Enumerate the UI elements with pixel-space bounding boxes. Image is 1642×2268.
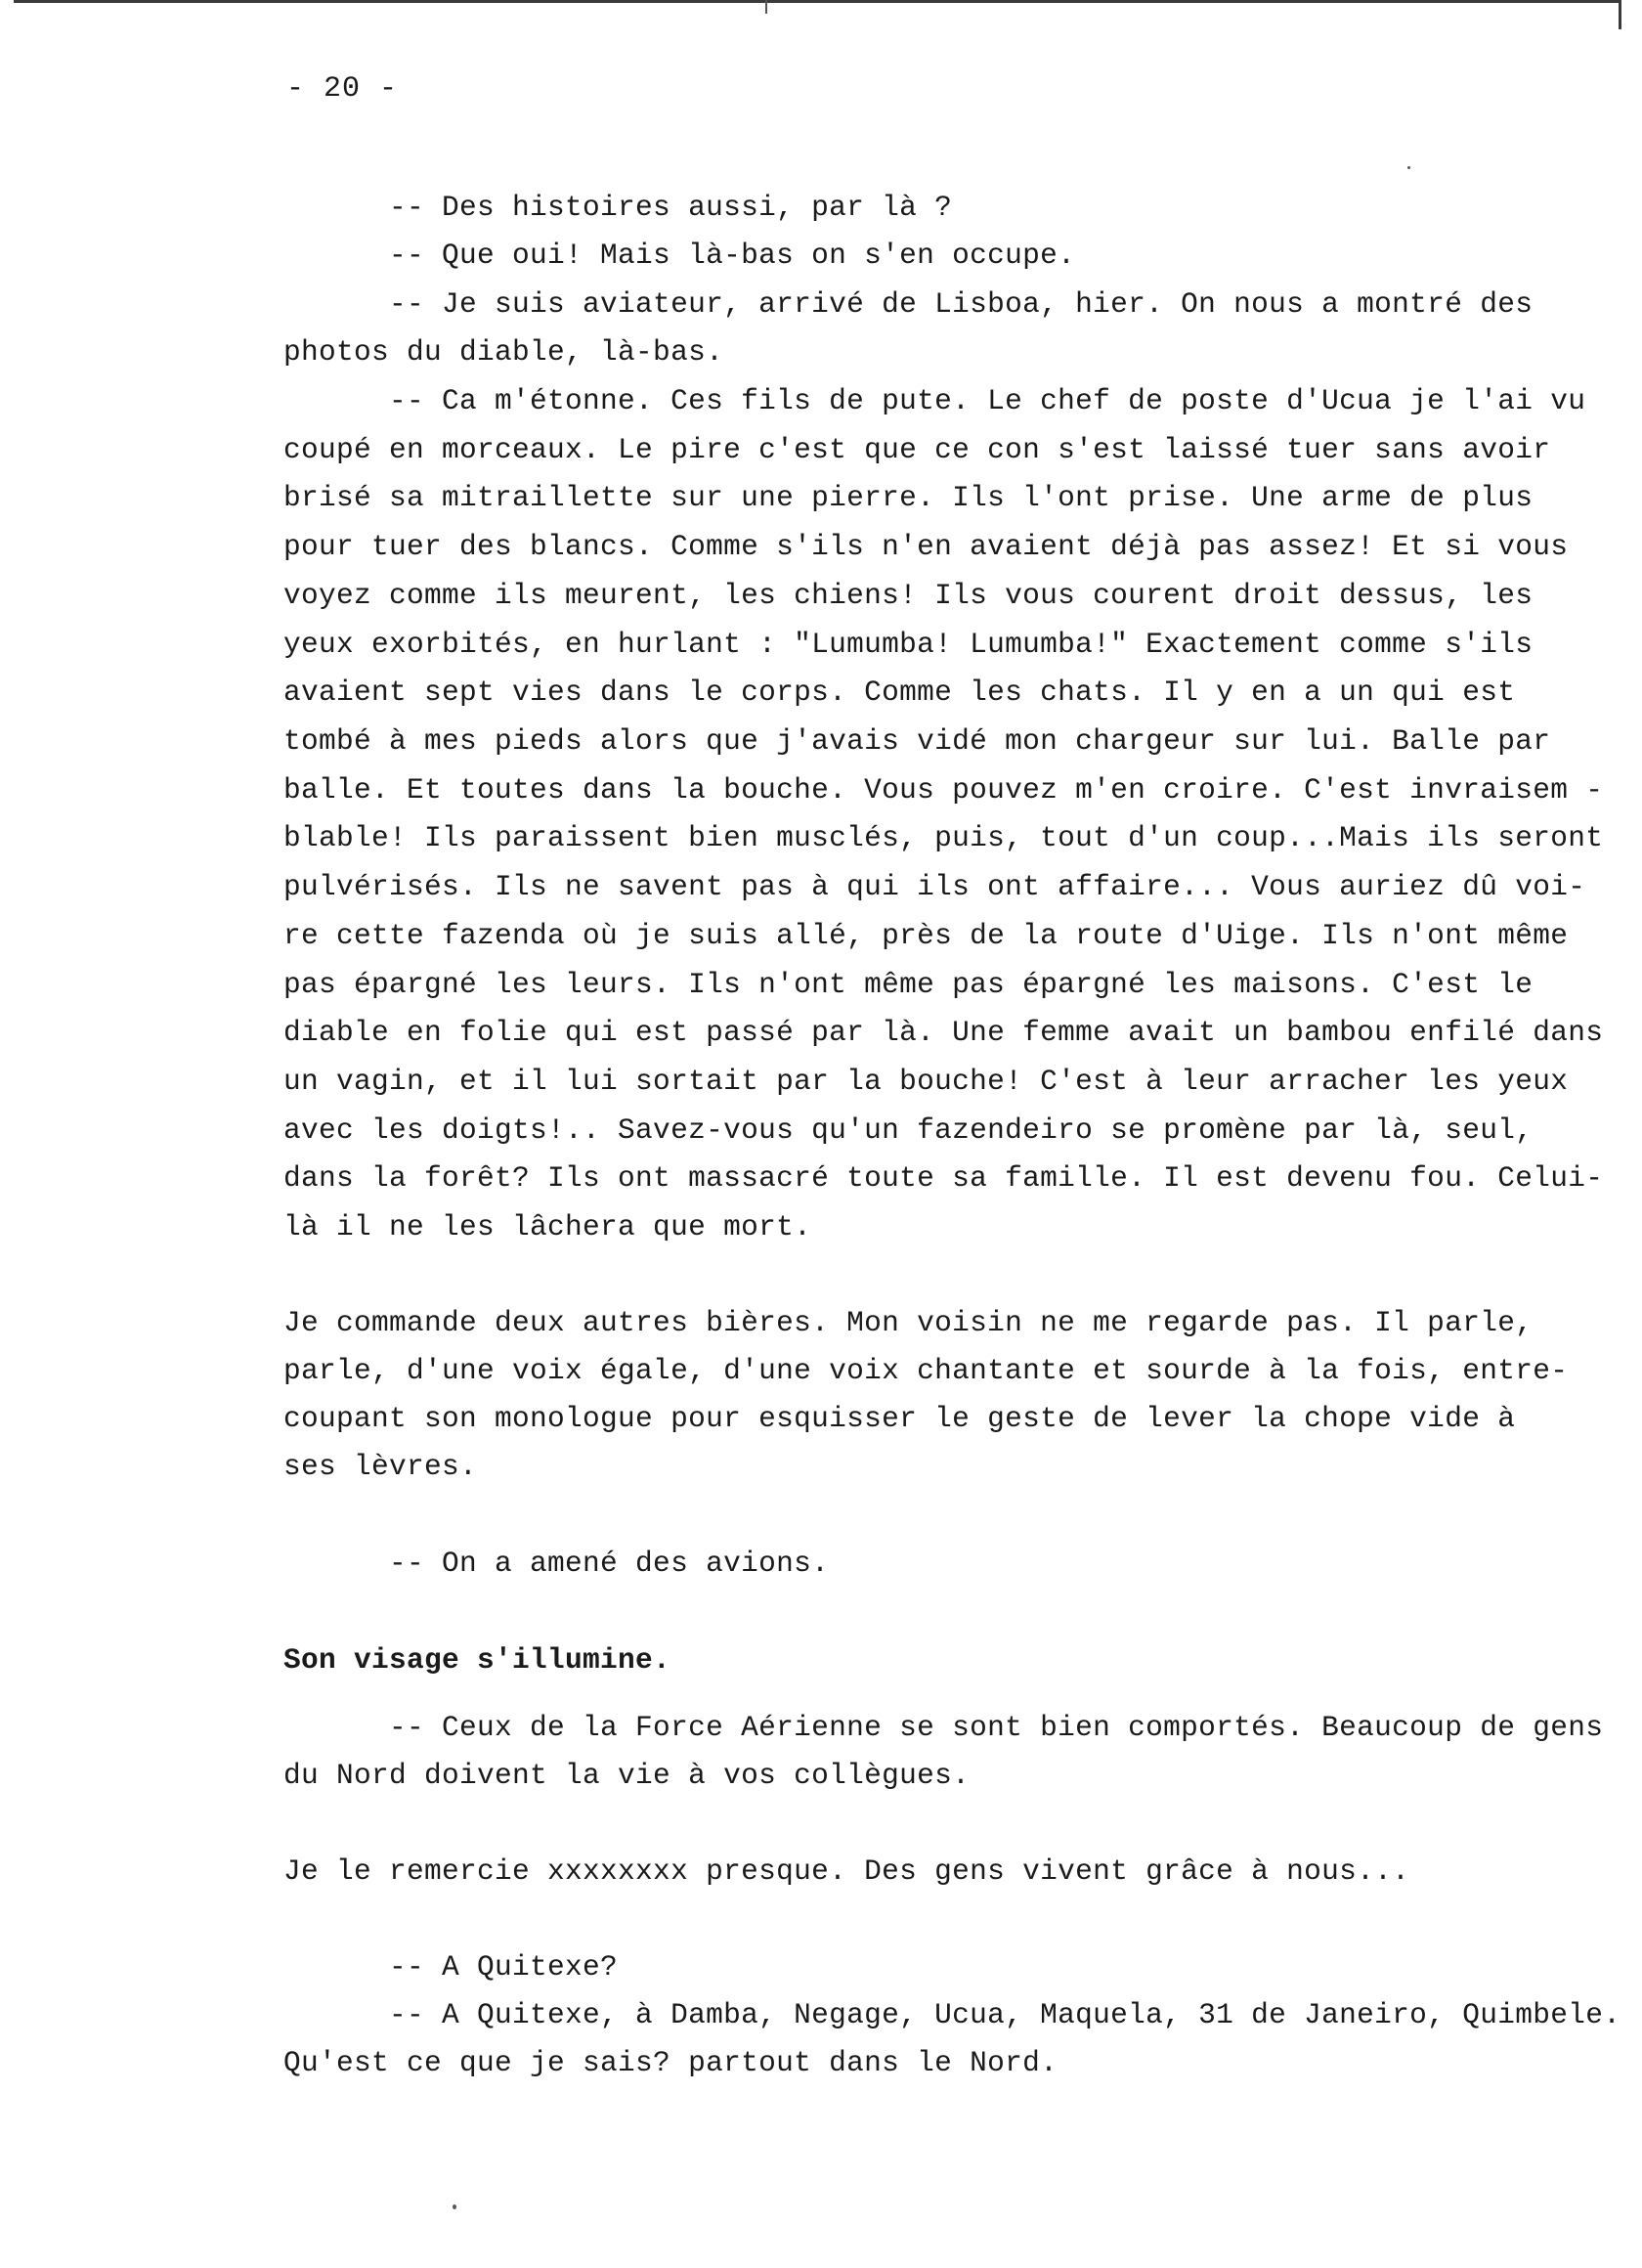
text-line: blable! Ils paraissent bien musclés, puis, tout d'un coup...Mais ils seront bbox=[283, 821, 1604, 854]
text-line: un vagin, et il lui sortait par la bouche! C'est à leur arracher les yeux bbox=[283, 1065, 1569, 1098]
text-line: avaient sept vies dans le corps. Comme les chats. Il y en a un qui est bbox=[283, 676, 1516, 709]
text-line: -- Que oui! Mais là-bas on s'en occupe. bbox=[283, 239, 1076, 272]
page-tick-mark bbox=[765, 0, 767, 14]
text-line: -- Je suis aviateur, arrivé de Lisboa, hier. On nous a montré des bbox=[283, 287, 1534, 321]
text-line: là il ne les lâchera que mort. bbox=[283, 1210, 812, 1243]
ink-speck bbox=[453, 2204, 456, 2209]
text-line: -- A Quitexe? bbox=[283, 1950, 619, 1984]
text-line: coupant son monologue pour esquisser le geste de lever la chope vide à bbox=[283, 1402, 1516, 1435]
text-line: -- Ca m'étonne. Ces fils de pute. Le chef de poste d'Ucua je l'ai vu bbox=[283, 384, 1586, 417]
text-line: voyez comme ils meurent, les chiens! Ils vous courent droit dessus, les bbox=[283, 579, 1534, 612]
text-line: Son visage s'illumine. bbox=[283, 1643, 671, 1677]
text-line: coupé en morceaux. Le pire c'est que ce con s'est laissé tuer sans avoir bbox=[283, 433, 1551, 466]
text-line: Qu'est ce que je sais? partout dans le Nord. bbox=[283, 2046, 1059, 2079]
ink-speck bbox=[1407, 166, 1410, 169]
page-top-edge bbox=[14, 0, 1621, 7]
text-line: Je commande deux autres bières. Mon voisin ne me regarde pas. Il parle, bbox=[283, 1306, 1534, 1339]
text-line: re cette fazenda où je suis allé, près de la route d'Uige. Ils n'ont même bbox=[283, 919, 1569, 952]
text-line: dans la forêt? Ils ont massacré toute sa famille. Il est devenu fou. Celui- bbox=[283, 1161, 1604, 1195]
text-line: -- Ceux de la Force Aérienne se sont bien comportés. Beaucoup de gens bbox=[283, 1711, 1604, 1744]
text-line: -- On a amené des avions. bbox=[283, 1547, 830, 1580]
text-line: ses lèvres. bbox=[283, 1450, 478, 1483]
text-line: yeux exorbités, en hurlant : "Lumumba! Lumumba!" Exactement comme s'ils bbox=[283, 628, 1534, 661]
text-line: parle, d'une voix égale, d'une voix chantante et sourde à la fois, entre- bbox=[283, 1354, 1569, 1387]
text-line: -- Des histoires aussi, par là ? bbox=[283, 191, 953, 224]
text-line: brisé sa mitraillette sur une pierre. Ils l'ont prise. Une arme de plus bbox=[283, 481, 1534, 514]
page-right-edge bbox=[1619, 0, 1621, 29]
text-line: photos du diable, là-bas. bbox=[283, 335, 724, 369]
text-line: pulvérisés. Ils ne savent pas à qui ils ont affaire... Vous auriez dû voi- bbox=[283, 870, 1586, 903]
text-line: tombé à mes pieds alors que j'avais vidé mon chargeur sur lui. Balle par bbox=[283, 724, 1551, 758]
page-number: - 20 - bbox=[286, 72, 399, 106]
text-line: diable en folie qui est passé par là. Une femme avait un bambou enfilé dans bbox=[283, 1016, 1604, 1049]
text-line: du Nord doivent la vie à vos collègues. bbox=[283, 1759, 971, 1792]
text-line: Je le remercie xxxxxxxx presque. Des gens vivent grâce à nous... bbox=[283, 1854, 1410, 1888]
text-line: pour tuer des blancs. Comme s'ils n'en avaient déjà pas assez! Et si vous bbox=[283, 530, 1569, 563]
text-line: avec les doigts!.. Savez-vous qu'un fazendeiro se promène par là, seul, bbox=[283, 1113, 1534, 1147]
text-line: balle. Et toutes dans la bouche. Vous pouvez m'en croire. C'est invraisem - bbox=[283, 773, 1604, 807]
text-line: pas épargné les leurs. Ils n'ont même pas épargné les maisons. C'est le bbox=[283, 968, 1534, 1001]
text-line: -- A Quitexe, à Damba, Negage, Ucua, Maquela, 31 de Janeiro, Quimbele. bbox=[283, 1998, 1621, 2031]
